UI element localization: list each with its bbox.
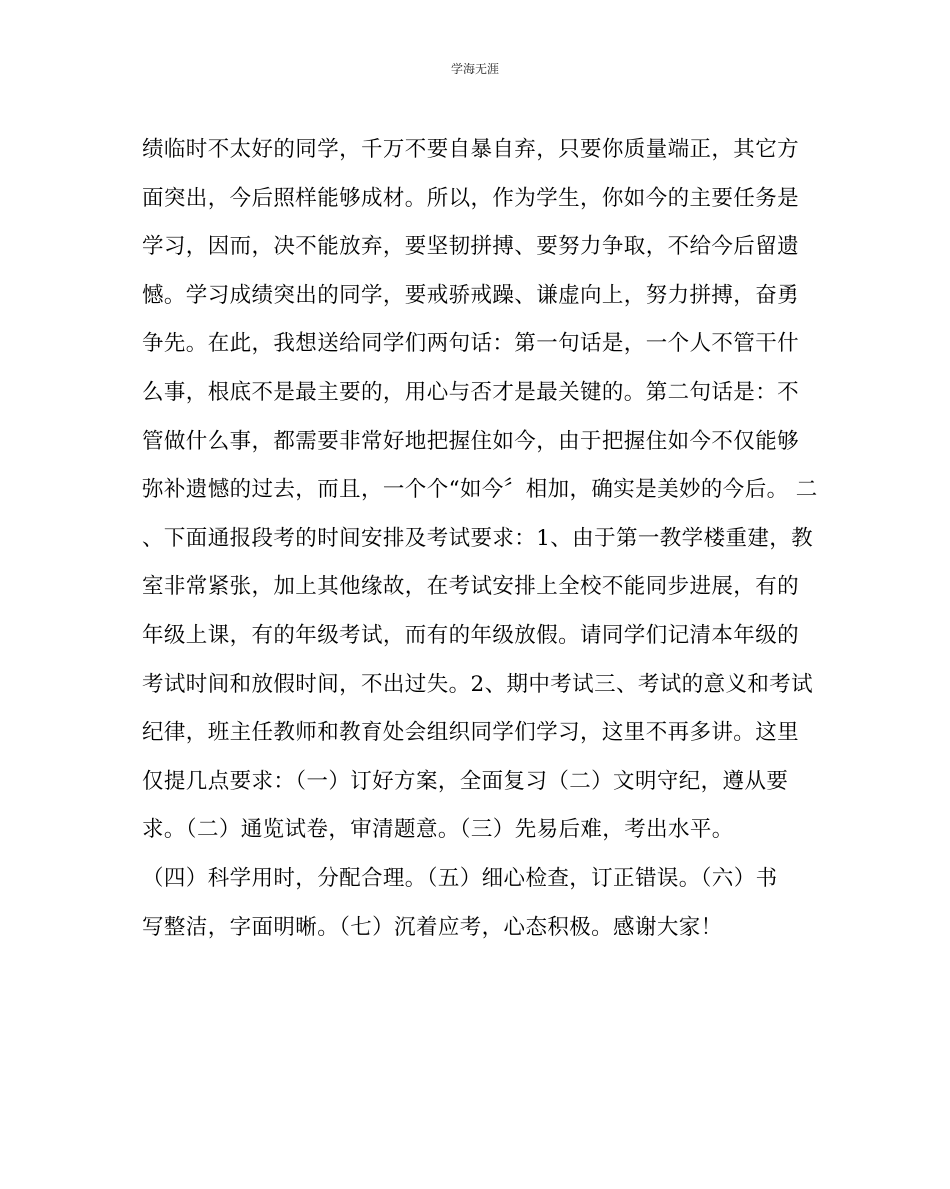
text-line: 求。（二）通览试卷，审清题意。（三）先易后难，考出水平。 (142, 817, 734, 843)
page-header: 学海无涯 (450, 62, 499, 76)
text-line: 么事，根底不是最主要的，用心与否才是最关键的。第二句话是：不 (142, 379, 800, 405)
text-line: 绩临时不太好的同学，千万不要自暴自弃，只要你质量端正，其它方 (142, 137, 800, 162)
text-line: （四）科学用时，分配合理。（五）细心检查，订正错误。（六）书 (142, 865, 778, 891)
text-line: 管做什么事，都需要非常好地把握住如今，由于把握住如今不仅能够 (142, 428, 800, 454)
text-line: 室非常紧张，加上其他缘故，在考试安排上全校不能同步进展，有的 (142, 574, 800, 600)
text-line: 仅提几点要求：（一）订好方案，全面复习（二）文明守纪，遵从要 (142, 768, 789, 794)
body-text (142, 126, 818, 952)
text-line: 争先。在此，我想送给同学们两句话：第一句话是，一个人不管干什 (142, 331, 800, 357)
text-line: 考试时间和放假时间，不出过失。2、期中考试三、考试的意义和考试 (142, 671, 814, 697)
text-line: 面突出，今后照样能够成材。所以，作为学生，你如今的主要任务是 (142, 185, 800, 211)
text-line: 弥补遗憾的过去，而且，一个个“如今〞相加，确实是美妙的今后。 二 (142, 477, 818, 503)
text-line: 学习，因而，决不能放弃，要坚韧拼搏、要努力争取，不给今后留遗 (142, 234, 800, 260)
text-line: 憾。学习成绩突出的同学，要戒骄戒躁、谦虚向上，努力拼搏，奋勇 (142, 282, 800, 308)
text-line: 纪律，班主任教师和教育处会组织同学们学习，这里不再多讲。这里 (142, 720, 800, 746)
text-line: 年级上课，有的年级考试，而有的年级放假。请同学们记清本年级的 (142, 622, 800, 648)
text-line: 、下面通报段考的时间安排及考试要求：1、由于第一教学楼重建，教 (142, 525, 814, 551)
text-line: 写整洁，字面明晰。（七）沉着应考，心态积极。感谢大家！ (142, 914, 723, 940)
